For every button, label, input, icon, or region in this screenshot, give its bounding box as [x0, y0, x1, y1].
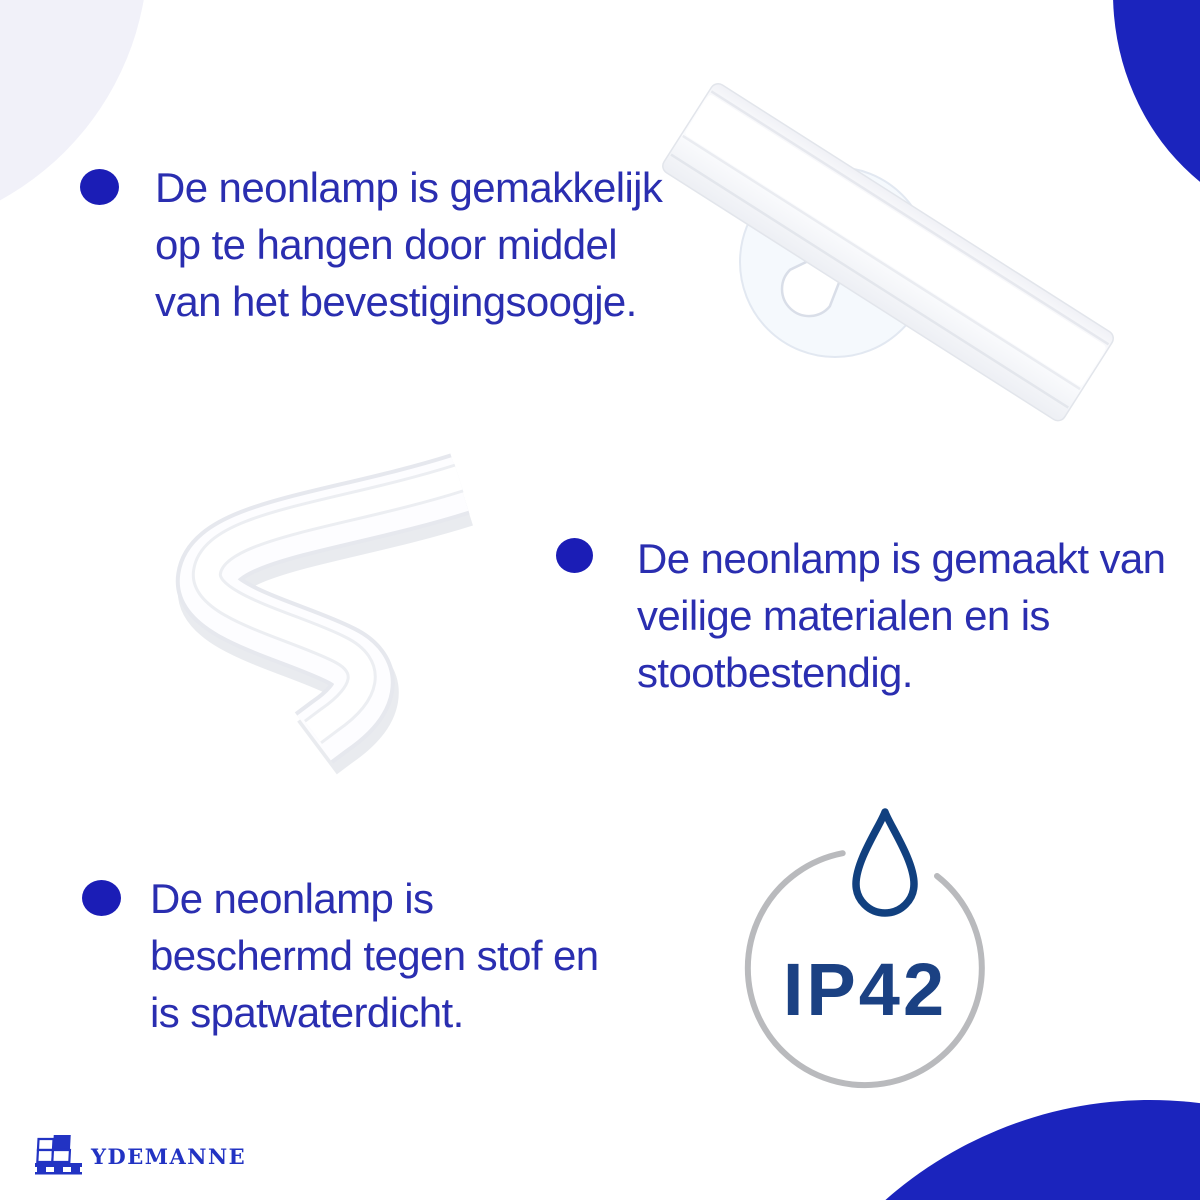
feature-text: [637, 530, 1165, 701]
feature-text: [155, 159, 662, 330]
brand-logo: [33, 1128, 246, 1176]
feature-line: beschermd tegen stof en: [150, 932, 599, 979]
feature-line: op te hangen door middel: [155, 221, 617, 268]
zigzag-tube: [207, 478, 463, 748]
feature-line: stootbestendig.: [637, 649, 913, 696]
feature-line: De neonlamp is gemaakt van: [637, 535, 1166, 582]
ip42-badge-graphic: [740, 800, 1000, 1100]
water-drop-icon: [856, 812, 914, 913]
brand-name: YDEMANNE: [91, 1144, 247, 1169]
neon-tube: [660, 81, 1116, 424]
ip-rating-label: IP42: [782, 948, 948, 1031]
decor-circle-bottom-right: [750, 1100, 1200, 1200]
pallet-boxes-icon: [33, 1130, 85, 1176]
bullet-dot-icon: [556, 538, 593, 573]
neon-tube-eyelet-photo: [620, 40, 1120, 440]
feature-line: van het bevestigingsoogje.: [155, 278, 637, 325]
bullet-dot-icon: [80, 169, 119, 205]
feature-text: [150, 870, 599, 1041]
feature-line: De neonlamp is gemakkelijk: [155, 164, 663, 211]
ip42-badge: [740, 800, 1000, 1100]
bullet-dot-icon: [82, 880, 121, 916]
feature-line: is spatwaterdicht.: [150, 989, 464, 1036]
decor-circle-top-left: [0, 0, 148, 235]
feature-line: veilige materialen en is: [637, 592, 1050, 639]
decor-circle-top-right: [1113, 0, 1200, 228]
feature-line: De neonlamp is: [150, 875, 434, 922]
neon-tube-zigzag-photo: [140, 430, 500, 790]
